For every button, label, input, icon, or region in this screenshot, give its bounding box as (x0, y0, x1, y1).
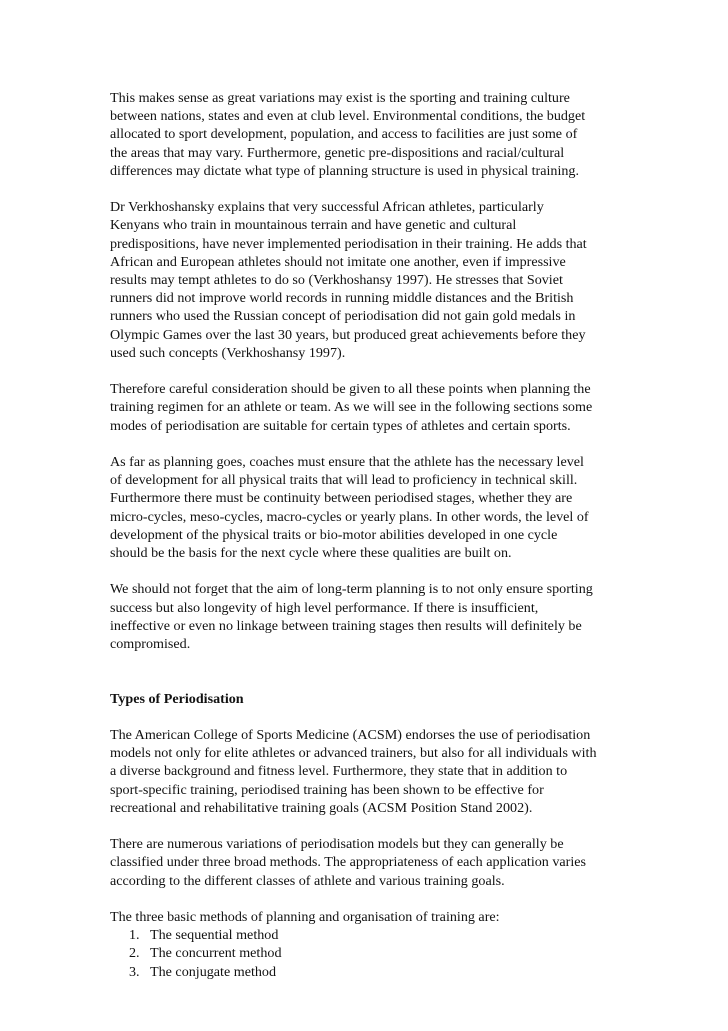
list-text: The conjugate method (150, 963, 277, 980)
section-heading: Types of Periodisation (110, 690, 244, 707)
methods-list (110, 926, 628, 981)
list-number: 3. (129, 963, 140, 980)
paragraph-acsm: The American College of Sports Medicine (ACSM) endorses the use of periodisation models not only for elite athletes or advanced trainers, but also for all individuals with a diverse background and fitness level. Furthermore, they state that in addition to sport-specific training, periodised training has been shown to be effective for recreational and rehabilitative training goals (ACSM Position Stand 2002). (110, 727, 597, 816)
paragraph-cultural-variation: This makes sense as great variations may exist is the sporting and training culture between nations, states and even at club level. Environmental conditions, the budget allocated to sport development, population, and access to facilities are just some of the areas that may vary. Furthermore, genetic pre-dispositions and racial/cultural differences may dictate what type of planning structure is used in physical training. (110, 90, 586, 179)
paragraph-planning-continuity: As far as planning goes, coaches must ensure that the athlete has the necessary level of development for all physical traits that will lead to proficiency in technical skill. Furthermore there must be continuity between periodised stages, whether they are micro-cycles, meso-cycles, macro-cycles or yearly plans. In other words, the level of development of the physical traits or bio-motor abilities developed in one cycle should be the basis for the next cycle where these qualities are built on. (110, 454, 589, 562)
list-text: The sequential method (150, 927, 279, 944)
list-number: 1. (129, 927, 140, 944)
list-item (110, 944, 628, 962)
list-item (110, 963, 628, 981)
list-intro: The three basic methods of planning and organisation of training are: (110, 909, 500, 926)
paragraph-variations: There are numerous variations of periodisation models but they can generally be classified under three broad methods. The appropriateness of each application varies according to the different classes of athlete and various training goals. (110, 836, 587, 889)
paragraph-careful-consideration: Therefore careful consideration should be given to all these points when planning the training regimen for an athlete or team. As we will see in the following sections some modes of periodisation are suitable for certain types of athletes and certain sports. (110, 381, 593, 434)
list-text: The concurrent method (150, 945, 282, 962)
paragraph-verkhoshansky: Dr Verkhoshansky explains that very successful African athletes, particularly Kenyans who train in mountainous terrain and have genetic and cultural predispositions, have never implemented periodisation in their training. He adds that African and European athletes should not imitate one another, even if impressive results may tempt athletes to do so (Verkhoshansy 1997). He stresses that Soviet runners did not improve world records in running middle distances and the British runners who used the Russian concept of periodisation did not gain gold medals in Olympic Games over the last 30 years, but produced great achievements before they used such concepts (Verkhoshansy 1997). (110, 199, 587, 361)
list-number: 2. (129, 945, 140, 962)
list-item (110, 926, 628, 944)
paragraph-long-term-planning: We should not forget that the aim of long-term planning is to not only ensure sporting success but also longevity of high level performance. If there is insufficient, ineffective or even no linkage between training stages then results will definitely be compromised. (110, 581, 593, 653)
